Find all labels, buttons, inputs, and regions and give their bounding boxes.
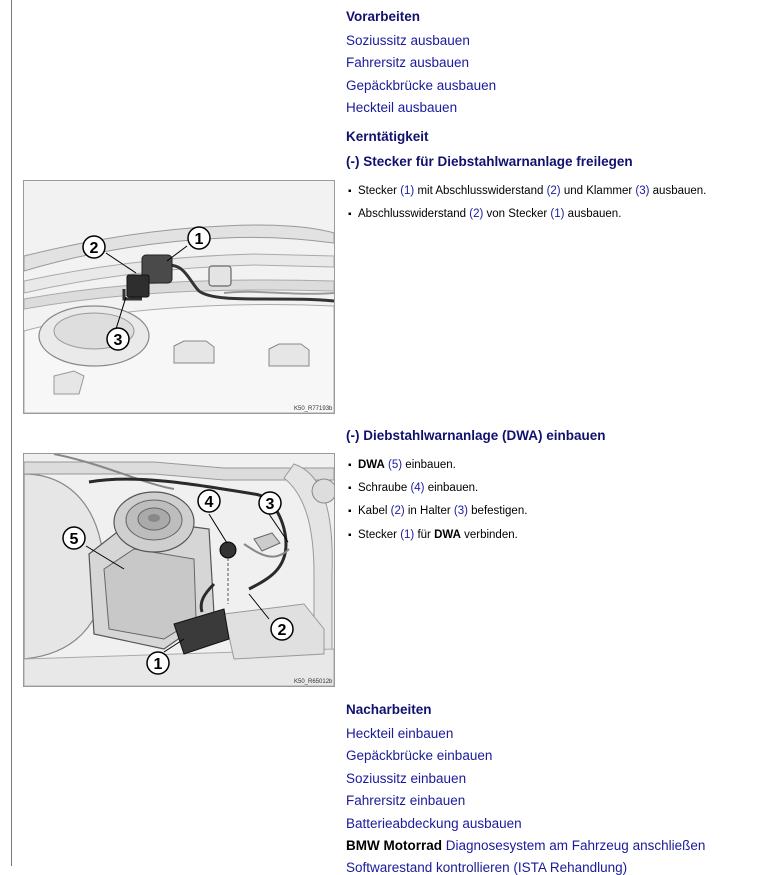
section2-step-2: [348, 482, 478, 494]
item-number: (3): [635, 185, 650, 197]
svg-text:5: 5: [69, 531, 79, 548]
item-number: (2): [546, 185, 561, 197]
figure-connector: [23, 180, 335, 414]
item-number: (5): [388, 459, 403, 471]
bold-term: DWA: [358, 459, 385, 471]
svg-text:4: 4: [204, 494, 214, 511]
item-number: (1): [400, 529, 415, 541]
link-remove-rider-seat[interactable]: Fahrersitz ausbauen: [346, 55, 470, 70]
svg-text:1: 1: [194, 231, 204, 248]
step-text: ausbauen.: [564, 208, 622, 220]
step-text: ausbauen.: [649, 185, 707, 197]
callout-3: [259, 492, 281, 514]
item-number: (1): [400, 185, 415, 197]
svg-text:3: 3: [265, 496, 275, 513]
step-text: Kabel: [358, 505, 391, 517]
callout-3: [107, 328, 129, 350]
post-heading: Nacharbeiten: [346, 702, 432, 717]
link-remove-battery-cover[interactable]: Batterieabdeckung ausbauen: [346, 816, 522, 831]
bullet-icon: ▪: [348, 483, 352, 494]
step-text: einbauen.: [402, 459, 456, 471]
callout-5: [63, 527, 85, 549]
diag-brand: BMW Motorrad: [346, 838, 442, 853]
step-text: einbauen.: [424, 482, 479, 494]
link-install-passenger-seat[interactable]: Soziussitz einbauen: [346, 771, 467, 786]
left-border: [11, 0, 12, 866]
svg-text:1: 1: [153, 656, 163, 673]
step-text: mit Abschlusswiderstand: [414, 185, 547, 197]
figure-alarm-install: [23, 453, 335, 687]
step-text: verbinden.: [460, 529, 518, 541]
section1-step-2: [348, 208, 621, 220]
section2-step-3: [348, 505, 527, 517]
svg-text:2: 2: [89, 240, 99, 257]
link-remove-passenger-seat[interactable]: Soziussitz ausbauen: [346, 33, 470, 48]
item-number: (2): [469, 208, 484, 220]
link-check-software[interactable]: Softwarestand kontrollieren (ISTA Rehandlung): [346, 860, 628, 875]
step-text: Schraube: [358, 482, 411, 494]
bullet-icon: ▪: [348, 460, 352, 471]
section2-heading: (-) Diebstahlwarnanlage (DWA) einbauen: [346, 428, 606, 443]
callout-2: [271, 618, 293, 640]
callout-2: [83, 236, 105, 258]
link-connect-diagnosis[interactable]: [346, 838, 705, 853]
bullet-icon: ▪: [348, 530, 352, 541]
step-text: Stecker: [358, 529, 401, 541]
link-remove-rear-section[interactable]: Heckteil ausbauen: [346, 100, 458, 115]
step-text: und Klammer: [560, 185, 636, 197]
step-text: in Halter: [404, 505, 454, 517]
svg-text:2: 2: [277, 622, 287, 639]
bullet-icon: ▪: [348, 209, 352, 220]
core-heading: Kerntätigkeit: [346, 129, 429, 144]
section2-step-4: [348, 529, 518, 541]
callout-1: [147, 652, 169, 674]
section1-heading: (-) Stecker für Diebstahlwarnanlage freilegen: [346, 154, 633, 169]
item-number: (2): [390, 505, 405, 517]
callout-1: [188, 227, 210, 249]
figure-id: K50_R77193b: [294, 406, 333, 412]
section2-step-1: [348, 459, 456, 471]
step-text: Abschlusswiderstand: [358, 208, 470, 220]
section1-step-1: [348, 185, 706, 197]
step-text: für: [414, 529, 435, 541]
svg-text:3: 3: [113, 332, 123, 349]
link-install-rear-section[interactable]: Heckteil einbauen: [346, 726, 454, 741]
step-text: befestigen.: [467, 505, 528, 517]
link-remove-luggage-rack[interactable]: Gepäckbrücke ausbauen: [346, 78, 497, 93]
step-text: von Stecker: [483, 208, 551, 220]
item-number: (4): [410, 482, 425, 494]
link-install-rider-seat[interactable]: Fahrersitz einbauen: [346, 793, 466, 808]
diag-text: Diagnosesystem am Fahrzeug anschließen: [441, 838, 706, 853]
item-number: (3): [453, 505, 468, 517]
bullet-icon: ▪: [348, 186, 352, 197]
item-number: (1): [550, 208, 565, 220]
bold-term: DWA: [434, 529, 461, 541]
preparation-heading: Vorarbeiten: [346, 9, 421, 24]
bullet-icon: ▪: [348, 506, 352, 517]
figure-id: K50_R65012b: [294, 679, 333, 685]
step-text: Stecker: [358, 185, 401, 197]
link-install-luggage-rack[interactable]: Gepäckbrücke einbauen: [346, 748, 493, 763]
callout-4: [198, 490, 220, 512]
